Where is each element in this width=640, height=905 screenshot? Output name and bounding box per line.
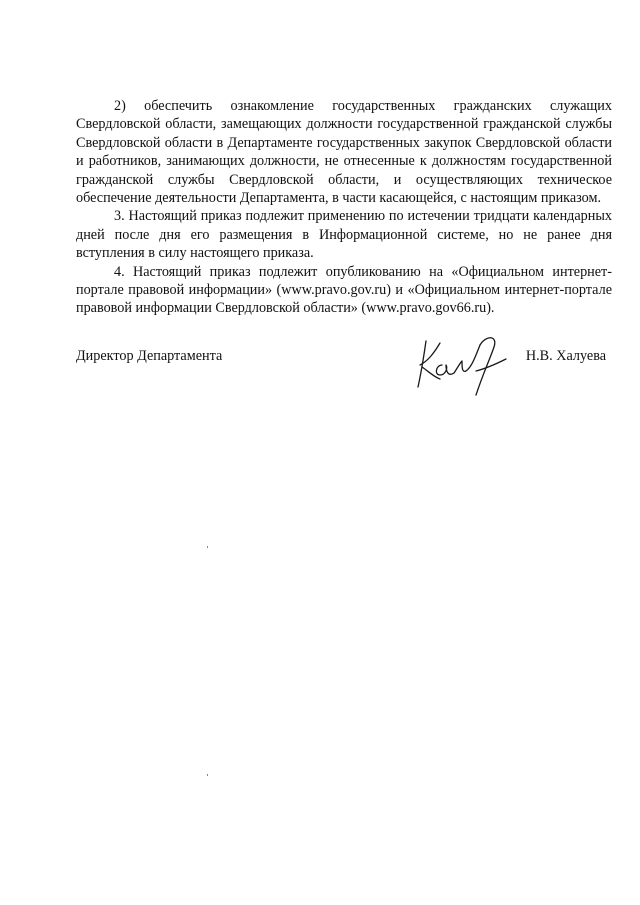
paragraph-item-2: 2) обеспечить ознакомление государственных гражданских служащих Свердловской области, замещающих должности государственной гражданской службы Свердловской области в Департаменте государственных закупок Свердловской области и работников, занимающих должности, не отнесенные к должностям государственной гражданской службы Свердловской области, и осуществляющих техническое обеспечение деятельности Департамента, в части касающейся, с настоящим приказом. [76,98,612,207]
document-body [76,97,612,318]
scan-speck [207,774,208,776]
handwritten-signature [414,331,524,399]
paragraph-item-3: 3. Настоящий приказ подлежит применению по истечении тридцати календарных дней после дня его размещения в Информационной системе, но не ранее дня вступления в силу настоящего приказа. [76,208,612,262]
signatory-name: Н.В. Халуева [525,348,606,364]
scan-speck [207,546,208,548]
signatory-title: Директор Департамента [76,348,223,364]
signature-block [76,347,606,407]
paragraph-item-4: 4. Настоящий приказ подлежит опубликованию на «Официальном интернет-портале правовой информации» (www.pravo.gov.ru) и «Официальном интернет-портале правовой информации Свердловской области» (www.pravo.gov66.ru). [76,263,612,317]
